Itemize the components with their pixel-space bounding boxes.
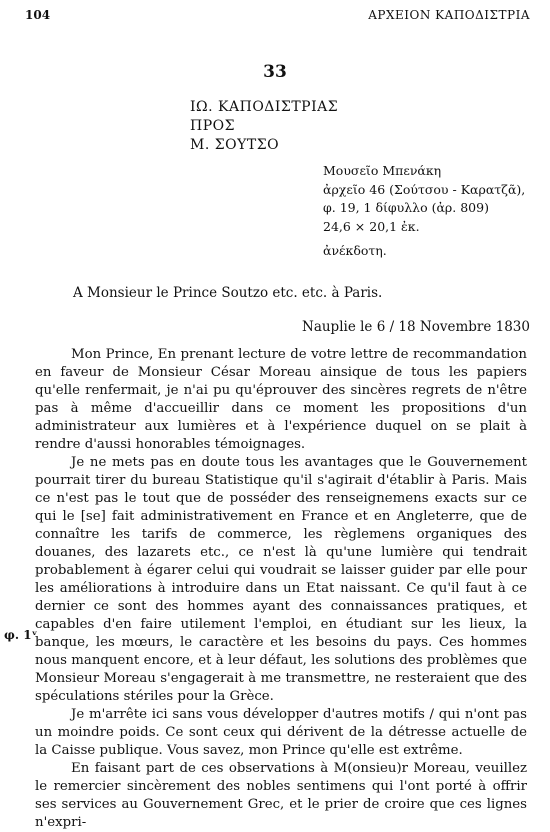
heading-sender: ΙΩ. ΚΑΠΟΔΙΣΤΡΙΑΣ <box>190 99 339 115</box>
letter-date: Nauplie le 6 / 18 Novembre 1830 <box>302 319 530 335</box>
body-paragraph: Je m'arrête ici sans vous développer d'autres motifs / qui n'ont pas un moindre poids. Ce sont ceux qui dérivent de la détresse actuelle de la Caisse publique. Vous savez, mon Prince qu'elle est extrême. <box>35 707 527 758</box>
document-number: 33 <box>263 62 287 82</box>
body-paragraph: Je ne mets pas en doute tous les avantages que le Gouvernement pourrait tirer du bureau Statistique qu'il s'agirait d'établir à Paris. Mais ce n'est pas le tout que de posséder des renseignemens exacts sur ce qui le [se] fait administrativement en France et en Angleterre, que de connaître les tarifs de commerce, les règlemens organiques des douanes, des lazarets etc., ce n'est là qu'une lumière qui tendrait probablement à égarer celui qui voudrait se laisser guider par elle pour les améliorations à introduire dans un Etat naissant. Ce qu'il faut à ce dernier ce sont des hommes ayant des connaissances pratiques, et capables d'en faire utilement l'emploi, en étudiant sur les lieux, la banque, les mœurs, le caractère et les besoins du pays. Ces hommes nous manquent encore, et à leur défaut, les solutions des problèmes que Monsieur Moreau s'engagerait à me transmettre, ne resteraient que des spéculations stériles pour la Grèce. <box>35 455 527 704</box>
folio-margin-note: φ. 1ᵛ <box>4 628 38 642</box>
page-number: 104 <box>25 8 51 22</box>
source-line: φ. 19, 1 δίφυλλο (ἀρ. 809) <box>323 200 489 215</box>
heading-preposition: ΠΡΟΣ <box>190 118 236 134</box>
body-paragraph: Mon Prince, En prenant lecture de votre lettre de recommandation en faveur de Monsieur César Moreau ainsique de tous les papiers qu'elle renfermait, je n'ai pu qu'éprouver des sincères regrets de n'être pas à même d'accueillir dans ce moment les propositions d'un administrateur aux lumières et à l'expérience duquel on se plait à rendre d'aussi honorables témoignages. <box>35 347 527 452</box>
letter-heading <box>190 98 338 155</box>
body-paragraph: En faisant part de ces observations à M(onsieu)r Moreau, veuillez le remercier sincèrement des nobles sentimens qui l'ont porté à offrir ses services au Gouvernement Grec, et le prier de croire que ces lignes n'expri- <box>35 761 527 830</box>
publication-status: ἀνέκδοτη. <box>323 243 387 258</box>
letter-address: A Monsieur le Prince Soutzo etc. etc. à Paris. <box>73 285 383 301</box>
letter-body <box>35 346 527 832</box>
running-title: ΑΡΧΕΙΟΝ ΚΑΠΟΔΙΣΤΡΙΑ <box>368 8 530 22</box>
source-line: Μουσεῖο Μπενάκη <box>323 163 442 178</box>
heading-recipient: Μ. ΣΟΥΤΣΟ <box>190 137 280 153</box>
source-note <box>323 162 525 261</box>
source-line: ἀρχεῖο 46 (Σούτσου - Καρατζᾶ), <box>323 181 526 197</box>
source-line: 24,6 × 20,1 ἐκ. <box>323 218 420 234</box>
